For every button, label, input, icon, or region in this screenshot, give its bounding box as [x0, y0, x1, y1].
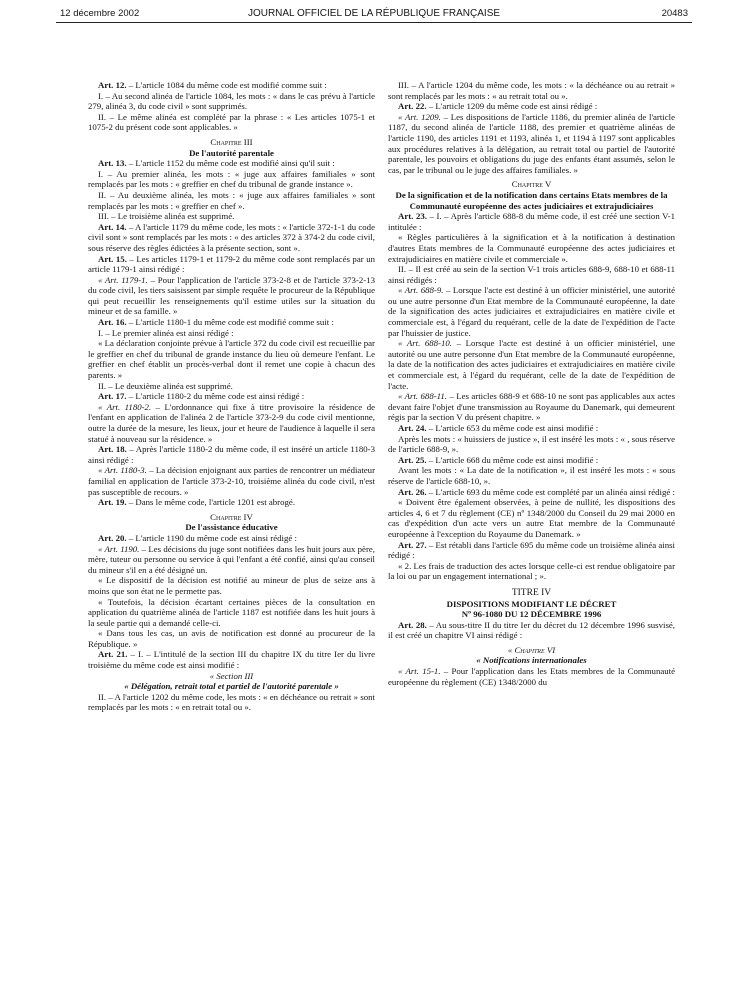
article-number: Art. 23. — [398, 211, 427, 222]
paragraph: III. – A l'article 1204 du même code, les mots : « la déchéance ou au retrait » sont remplacés par les mots : « au retrait total ou ». — [388, 80, 675, 101]
article-text: – L'article 1084 du même code est modifié comme suit : — [126, 80, 327, 90]
page-header — [0, 0, 748, 24]
article-19 — [88, 497, 375, 508]
article-text: – L'article 653 du même code est ainsi modifié : — [426, 423, 599, 433]
chapter-title: De l'autorité parentale — [189, 147, 274, 158]
quoted-article-ref: « Art. 1180-2. — [98, 401, 152, 412]
article-22 — [388, 101, 675, 112]
article-13 — [88, 158, 375, 169]
article-number: Art. 24. — [398, 423, 427, 433]
quoted-article-ref: « Art. 1209. — [398, 111, 441, 122]
paragraph: II. – Au deuxième alinéa, les mots : « juge aux affaires familiales » sont remplacés par les mots : « greffier en chef ». — [88, 189, 375, 211]
paragraph: « Toutefois, la décision écartant certaines pièces de la consultation en application du quatrième alinéa de l'article 1187 est notifiée dans les huit jours à la seule partie qui a demandé celle-ci. — [88, 596, 375, 628]
header-rule — [56, 22, 692, 23]
paragraph: « Doivent être également observées, à peine de nullité, les dispositions des articles 4, 6 et 7 du règlement (CE) nº 1348/2000 du Conseil du 29 mai 2000 en cas d'expédition d'un acte vers un autre Etat membre de la Communauté européenne à l'exception du Royaume du Danemark. » — [388, 497, 675, 539]
article-number: Art. 17. — [98, 391, 127, 402]
article-number: Art. 15. — [98, 253, 127, 264]
article-24 — [388, 423, 675, 434]
article-text: – L'article 1209 du même code est ainsi rédigé : — [426, 101, 598, 112]
paragraph: Après les mots : « huissiers de justice », il est inséré les mots : « , sous réserve de l'article 688-9, ». — [388, 433, 675, 455]
article-17 — [88, 391, 375, 402]
quoted-article-text: – Lorsque l'acte est destiné à un officier ministériel, une autorité ou une autre personne d'un Etat membre de la Communauté européenne, la date de la signification des actes judiciaires et extrajudiciaires en matière civile et commerciale est, à l'égard du requérant, celle de la date de l'expédition de l'acte par l'huissier de justice. — [388, 285, 675, 338]
quoted-article-ref: « Art. 688-11. — [398, 391, 448, 402]
article-number: Art. 18. — [98, 444, 127, 455]
article-text: – Les articles 1179-1 et 1179-2 du même code sont remplacés par un article 1179-1 ainsi rédigé : — [88, 253, 375, 275]
chapter-heading: Chapitre III — [210, 136, 253, 147]
section-heading: « Section III — [209, 670, 254, 681]
quoted-article-text: – Pour l'application de l'article 373-2-8 et de l'article 373-2-13 du code civil, les tiers saisissent par simple requête le procureur de la République qui peut recueillir les renseignements qu'il estime utiles sur la situation du mineur et de sa famille. » — [88, 274, 376, 317]
paragraph: « 2. Les frais de traduction des actes lorsque celle-ci est rendue obligatoire par la loi ou par un engagement international ; ». — [388, 560, 675, 582]
article-text: – I. – Après l'article 688-8 du même code, il est créé une section V-1 intitulée : — [388, 211, 675, 232]
paragraph — [388, 112, 675, 176]
article-text: – L'article 1152 du même code est modifié ainsi qu'il suit : — [126, 158, 335, 169]
quoted-article-ref: « Art. 1190. — [98, 543, 140, 554]
right-column — [388, 80, 675, 687]
title-heading: TITRE IV — [511, 587, 552, 598]
article-text: – I. – L'intitulé de la section III du chapitre IX du titre Ier du livre troisième du même code est ainsi modifié : — [88, 649, 375, 671]
article-number: Art. 19. — [98, 497, 127, 508]
paragraph: Avant les mots : « La date de la notification », il est inséré les mots : « sous réserve de l'article 688-10, ». — [388, 465, 675, 486]
paragraph: I. – Le premier alinéa est ainsi rédigé : — [98, 327, 234, 338]
article-27 — [388, 540, 675, 561]
article-20 — [88, 533, 375, 544]
paragraph: II. – Il est créé au sein de la section V-1 trois articles 688-9, 688-10 et 688-11 ainsi rédigés : — [388, 264, 675, 285]
header-journal-title: JOURNAL OFFICIEL DE LA RÉPUBLIQUE FRANÇAISE — [247, 8, 501, 19]
paragraph — [88, 402, 375, 444]
paragraph — [388, 285, 675, 338]
paragraph — [388, 666, 675, 687]
chapter-title: « Notifications internationales — [476, 655, 587, 666]
article-number: Art. 14. — [98, 221, 127, 232]
article-number: Art. 28. — [398, 619, 427, 630]
paragraph: I. – Au second alinéa de l'article 1084, les mots : « dans le cas prévu à l'article 279, alinéa 3, du code civil » sont supprimés. — [88, 90, 375, 112]
article-number: Art. 12. — [98, 80, 127, 90]
article-28 — [388, 620, 675, 641]
article-number: Art. 22. — [398, 101, 427, 112]
article-number: Art. 20. — [98, 532, 127, 543]
quoted-article-ref: « Art. 1180-3. — [98, 465, 147, 476]
paragraph: I. – Au premier alinéa, les mots : « juge aux affaires familiales » sont remplacés par les mots : « greffier en chef du tribunal de grande instance ». — [88, 168, 375, 190]
title-line-1: DISPOSITIONS MODIFIANT LE DÉCRET — [446, 598, 617, 609]
paragraph: II. – Le deuxième alinéa est supprimé. — [98, 380, 233, 391]
quoted-article-text: – Pour l'application dans les Etats membres de la Communauté européenne du règlement (CE) 1348/2000 du — [388, 666, 676, 687]
quoted-article-ref: « Art. 688-10. — [398, 338, 452, 349]
article-number: Art. 25. — [398, 454, 427, 465]
article-23 — [388, 211, 675, 232]
article-text: – L'article 1190 du même code est ainsi rédigé : — [126, 532, 297, 543]
quoted-article-text: – La décision enjoignant aux parties de rencontrer un médiateur familial en application de l'article 373-2-10, troisième alinéa du code civil, n'est pas susceptible de recours. » — [88, 465, 375, 497]
article-text: – L'article 1180-1 du même code est modifié comme suit : — [126, 317, 334, 328]
quoted-article-ref: « Art. 1179-1. — [98, 274, 148, 285]
article-text: – L'article 668 du même code est ainsi modifié : — [426, 454, 599, 465]
header-page-number: 20483 — [661, 8, 688, 19]
header-date: 12 décembre 2002 — [60, 8, 140, 19]
chapter-heading: « Chapitre VI — [507, 644, 556, 655]
article-25 — [388, 455, 675, 466]
article-text: – L'article 693 du même code est complété par un alinéa ainsi rédigé : — [426, 486, 675, 497]
section-title: « Délégation, retrait total et partiel de l'autorité parentale » — [124, 681, 339, 692]
paragraph: « Le dispositif de la décision est notifié au mineur de plus de seize ans à moins que son état ne le permette pas. — [88, 575, 375, 596]
article-number: Art. 13. — [98, 158, 127, 169]
article-text: – Après l'article 1180-2 du même code, il est inséré un article 1180-3 ainsi rédigé : — [88, 444, 375, 465]
chapter-title: De l'assistance éducative — [185, 522, 278, 533]
article-text: – A l'article 1179 du même code, les mots : « l'article 372-1-1 du code civil sont » sont remplacés par les mots : « des articles 372 à 374-2 du code civil, sous réserve des règles édictées à la présente section, sont ». — [88, 221, 375, 253]
quoted-article-text: – Les dispositions de l'article 1186, du premier alinéa de l'article 1187, du second alinéa de l'article 1188, des premier et quatrième alinéas de l'article 1190, des articles 1191 et 1193, alinéa 1, et 1194 à 1197 sont applicables aux procédures relatives à la délégation, au retrait total ou partiel de l'autorité parentale, les pouvoirs et obligations du juge des enfants étant assumés, selon le cas, par le tribunal ou le juge des affaires familiales. » — [388, 111, 676, 175]
quoted-article-text: – Lorsque l'acte est destiné à un officier ministériel, une autorité ou une autre personne d'un Etat membre de la Communauté européenne, la date de la notification des actes judiciaires et extrajudiciaires en matière civile et commerciale est, à l'égard du requérant, celle de la date de l'expédition de l'acte. — [388, 338, 676, 391]
paragraph: II. – A l'article 1202 du même code, les mots : « en déchéance ou retrait » sont remplacés par les mots : « en retrait total ou ». — [88, 691, 375, 713]
paragraph: « Dans tous les cas, un avis de notification est donné au procureur de la République. » — [88, 628, 375, 649]
article-18 — [88, 444, 375, 465]
article-21 — [88, 649, 375, 670]
quoted-article-ref: « Art. 15-1. — [398, 666, 441, 677]
article-text: – Est rétabli dans l'article 695 du même code un troisième alinéa ainsi rédigé : — [388, 539, 675, 561]
quoted-article-text: – Les articles 688-9 et 688-10 ne sont pas applicables aux actes devant faire l'objet d'une transmission au Royaume du Danemark, qui demeurent régis par la section V du présent chapitre. » — [388, 391, 676, 423]
paragraph — [88, 275, 375, 317]
article-15 — [88, 254, 375, 275]
paragraph — [388, 391, 675, 423]
quoted-article-text: – Les décisions du juge sont notifiées dans les huit jours aux père, mère, tuteur ou personne ou service à qui l'enfant a été confié, ainsi qu'au conseil du mineur s'il en a été désigné un. — [88, 543, 375, 575]
article-text: – Au sous-titre II du titre Ier du décret du 12 décembre 1996 susvisé, il est créé un chapitre VI ainsi rédigé : — [388, 619, 675, 641]
article-text: – Dans le même code, l'article 1201 est abrogé. — [126, 497, 296, 508]
paragraph: « La déclaration conjointe prévue à l'article 372 du code civil est recueillie par le greffier en chef du tribunal de grande instance du lieu où demeure l'enfant. Le greffier en chef établit un procès-verbal dont il remet une copie à chacun des parents. » — [88, 338, 375, 381]
title-line-2: Nº 96-1080 DU 12 DÉCEMBRE 1996 — [461, 609, 602, 620]
paragraph — [388, 338, 675, 391]
paragraph: III. – Le troisième alinéa est supprimé. — [98, 211, 235, 222]
article-26 — [388, 487, 675, 498]
article-number: Art. 26. — [398, 486, 427, 497]
paragraph — [88, 465, 375, 497]
paragraph: II. – Le même alinéa est complété par la phrase : « Les articles 1075-1 et 1075-2 du présent code sont applicables. » — [88, 111, 375, 133]
article-number: Art. 27. — [398, 539, 427, 550]
article-14 — [88, 222, 375, 254]
chapter-heading: Chapitre IV — [210, 511, 253, 522]
article-number: Art. 21. — [98, 649, 128, 660]
paragraph — [88, 544, 375, 576]
article-12 — [88, 80, 375, 91]
quoted-article-ref: « Art. 688-9. — [398, 285, 444, 296]
quoted-article-text: – L'ordonnance qui fixe à titre provisoire la résidence de l'enfant en application de l'alinéa 2 de l'article 373-2-9 du code civil mentionne, outre la durée de la mesure, les lieux, jour et heure de l'audience à laquelle il sera statué à nouveau sur la résidence. » — [88, 401, 375, 444]
chapter-heading: Chapitre V — [511, 179, 552, 190]
left-column — [88, 80, 375, 713]
chapter-title: De la signification et de la notification dans certains Etats membres de la Communauté européenne des actes judiciaires et extrajudiciaires — [395, 189, 668, 211]
article-text: – L'article 1180-2 du même code est ainsi rédigé : — [126, 391, 305, 402]
article-16 — [88, 317, 375, 328]
article-number: Art. 16. — [98, 317, 127, 328]
paragraph: « Règles particulières à la signification et à la notification à destination d'autres Etats membres de la Communauté européenne des actes judiciaires et extrajudiciaires en matière civile et commerciale ». — [388, 232, 675, 264]
